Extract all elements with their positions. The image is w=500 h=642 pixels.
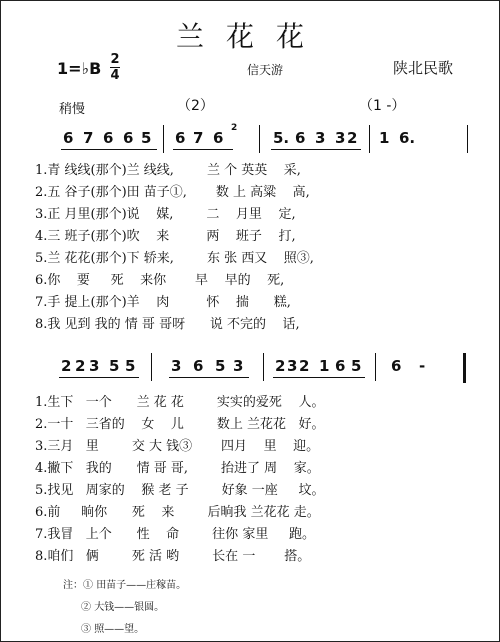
final-barline bbox=[463, 353, 466, 383]
note: 3 bbox=[335, 129, 346, 147]
barline bbox=[259, 125, 260, 153]
note: 3 bbox=[233, 357, 244, 375]
beam bbox=[169, 377, 249, 378]
lyric-line: 1.青 线线(那个)兰 线线, 兰 个 英英 采, bbox=[35, 163, 301, 178]
staff-line-2 bbox=[39, 357, 469, 383]
note: - bbox=[419, 357, 426, 375]
footnotes bbox=[63, 575, 186, 641]
footnote bbox=[63, 597, 186, 619]
time-signature bbox=[110, 53, 120, 82]
lyric-line: 8.我 见到 我的 情 哥 哥呀 说 不完的 话, bbox=[35, 317, 300, 332]
note: 1 bbox=[379, 129, 390, 147]
footnote-mark: ② bbox=[81, 602, 91, 613]
staff-line-1 bbox=[39, 123, 469, 155]
note: 6 bbox=[335, 357, 346, 375]
lyric-line: 2.五 谷子(那个)田 苗子①, 数 上 高粱 高, bbox=[35, 185, 310, 200]
lyric-line: 4.三 班子(那个)吹 来 两 班子 打, bbox=[35, 229, 296, 244]
note: 6 bbox=[123, 129, 134, 147]
note: 3 bbox=[287, 357, 298, 375]
note: 7 bbox=[193, 129, 204, 147]
footnote-mark: 注：① bbox=[63, 580, 93, 591]
lyric-line: 7.我冒 上个 性 命 往你 家里 跑。 bbox=[35, 527, 315, 542]
grace-note: 2 bbox=[231, 123, 238, 133]
footnote-text: 田苗子——庄稼苗。 bbox=[96, 580, 187, 591]
lyric-line: 7.手 提上(那个)羊 肉 怀 揣 糕, bbox=[35, 295, 291, 310]
lyric-line: 3.三月 里 交 大 钱③ 四月 里 迎。 bbox=[35, 439, 320, 454]
barline bbox=[151, 353, 152, 381]
note: 6 bbox=[175, 129, 186, 147]
note: 3 bbox=[89, 357, 100, 375]
footnote-text: 照——望。 bbox=[94, 624, 145, 635]
note: 3 bbox=[315, 129, 326, 147]
lyric-line: 5.找见 周家的 猴 老 子 好象 一座 坟。 bbox=[35, 483, 325, 498]
lyric-line: 5.兰 花花(那个)下 轿来, 东 张 西又 照③, bbox=[35, 251, 314, 266]
note: 5 bbox=[125, 357, 136, 375]
beam bbox=[271, 149, 361, 150]
lyric-line: 3.正 月里(那个)说 媒, 二 月里 定, bbox=[35, 207, 296, 222]
barline bbox=[163, 125, 164, 153]
beam bbox=[61, 149, 157, 150]
footnote bbox=[63, 619, 186, 641]
note: 2 bbox=[347, 129, 358, 147]
lyric-line: 8.咱们 俩 死 活 哟 长在 一 搭。 bbox=[35, 549, 311, 564]
volta-marking-2: （1 -） bbox=[359, 98, 406, 114]
note: 5 bbox=[109, 357, 120, 375]
lyric-line: 6.前 晌你 死 来 后晌我 兰花花 走。 bbox=[35, 505, 320, 520]
barline bbox=[369, 125, 370, 153]
lyric-line: 6.你 要 死 来你 早 早的 死, bbox=[35, 273, 285, 288]
collector-label: 信天游 bbox=[247, 63, 284, 77]
note: 6 bbox=[213, 129, 224, 147]
note: 6 bbox=[63, 129, 74, 147]
note: 1 bbox=[319, 357, 330, 375]
origin-label: 陕北民歌 bbox=[393, 59, 454, 77]
note: 6 bbox=[103, 129, 114, 147]
footnote-mark: ③ bbox=[81, 624, 91, 635]
footnote bbox=[63, 575, 186, 597]
note: 6. bbox=[399, 129, 416, 147]
lyric-line: 1.生下 一个 兰 花 花 实实的爱死 人。 bbox=[35, 395, 325, 410]
note: 5 bbox=[351, 357, 362, 375]
note: 2 bbox=[299, 357, 310, 375]
beam bbox=[59, 377, 139, 378]
beam bbox=[273, 377, 365, 378]
note: 5 bbox=[215, 357, 226, 375]
note: 5. bbox=[273, 129, 290, 147]
note: 5 bbox=[141, 129, 152, 147]
note: 6 bbox=[193, 357, 204, 375]
volta-marking-1: （2） bbox=[177, 98, 214, 114]
note: 7 bbox=[83, 129, 94, 147]
note: 6 bbox=[391, 357, 402, 375]
note: 2 bbox=[275, 357, 286, 375]
beam bbox=[173, 149, 233, 150]
note: 3 bbox=[171, 357, 182, 375]
footnote-text: 大钱——银圆。 bbox=[94, 602, 165, 613]
barline bbox=[263, 353, 264, 381]
note: 2 bbox=[75, 357, 86, 375]
barline bbox=[375, 353, 376, 381]
note: 2 bbox=[61, 357, 72, 375]
barline bbox=[467, 125, 468, 153]
key-signature: 1=♭B bbox=[57, 59, 102, 78]
song-title: 兰花花 bbox=[175, 20, 326, 53]
lyric-line: 4.撇下 我的 情 哥 哥, 抬进了 周 家。 bbox=[35, 461, 320, 476]
lyric-line: 2.一十 三省的 女 儿 数上 兰花花 好。 bbox=[35, 417, 325, 432]
note: 6 bbox=[295, 129, 306, 147]
time-signature-top: 2 bbox=[110, 52, 120, 67]
time-signature-bottom: 4 bbox=[110, 68, 120, 83]
tempo-marking: 稍慢 bbox=[59, 102, 86, 117]
